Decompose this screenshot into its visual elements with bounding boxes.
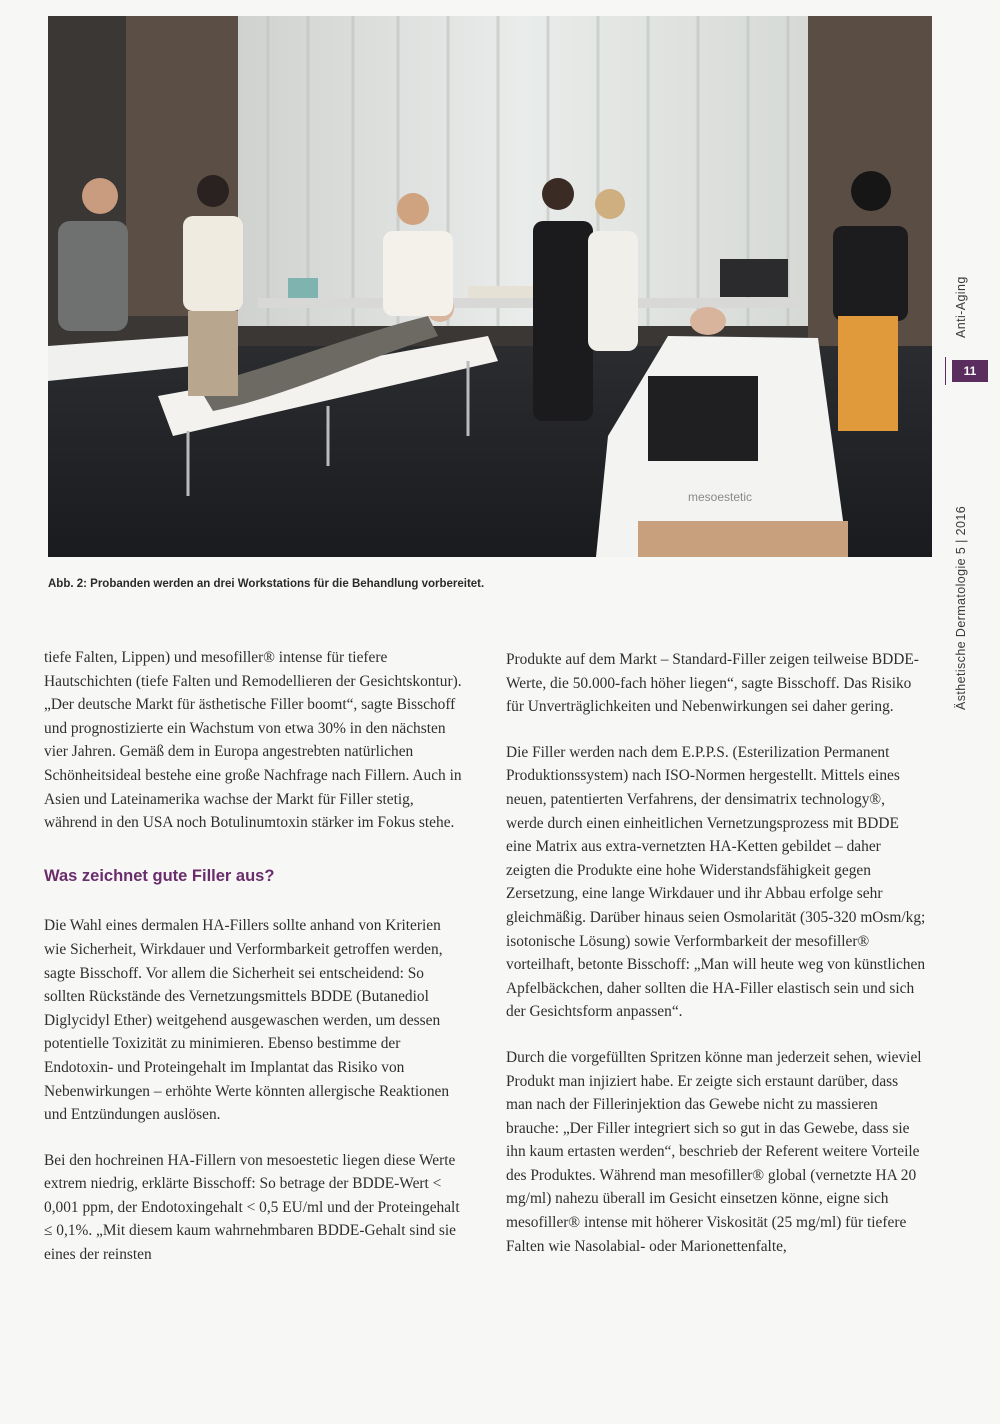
section-label: Anti-Aging: [954, 276, 968, 339]
right-paragraph-3: Durch die vorgefüllten Spritzen könne man jederzeit sehen, wieviel Produkt man injiziert habe. Er zeigte sich erstaunt darüber, dass man nach der Fillerinjektion das Gewebe nicht zu massieren brauche: „Der Filler integriert sich so gut in das Gewebe, dass sie ihn kaum ertasten werden“, beschrieb der Referent weitere Vorteile des Produktes. Während man mesofiller® global (vernetzte HA 20 mg/ml) nahezu überall im Gesicht einsetzen könne, eigne sich mesofiller® intense mit höherer Viskosität (25 mg/ml) für tiefere Falten wie Nasolabial- oder Marionettenfalte,: [506, 1048, 922, 1255]
left-column: [44, 646, 464, 1267]
figure-caption: Abb. 2: Probanden werden an drei Workstations für die Behandlung vorbereitet.: [48, 578, 485, 590]
left-paragraph-1: tiefe Falten, Lippen) und mesofiller® intense für tiefere Hautschichten (tiefe Falten und Remodellieren der Gesichtskontur). „Der deutsche Markt für ästhetische Filler boomt“, sagte Bisschoff und prognostizierte ein Wachstum von etwa 30% in den nächsten vier Jahren. Gemäß dem in Europa angestrebten natürlichen Schönheitsideal bestehe eine große Nachfrage nach Fillern. Auch in Asien und Lateinamerika wachse der Markt für Filler stetig, während in den USA noch Botulinumtoxin stärker im Fokus stehe.: [44, 649, 462, 832]
running-head: [946, 250, 976, 710]
page-number: 11: [952, 360, 988, 382]
right-column: [506, 648, 926, 1258]
journal-label: Ästhetische Dermatologie 5 | 2016: [954, 505, 968, 710]
left-paragraph-2: Die Wahl eines dermalen HA-Fillers sollte anhand von Kriterien wie Sicherheit, Wirkdauer und Verformbarkeit getroffen werden, sagte Bisschoff. Vor allem die Sicherheit sei entscheidend: So sollten Rückstände des Vernetzungsmittels BDDE (Butanediol Diglycidyl Ether) weitgehend ausgewaschen werden, um dessen potentielle Toxizität zu minimieren. Ebenso bestimme der Endotoxin- und Proteingehalt im Implantat das Risiko von Nebenwirkungen – erhöhte Werte könnten allergische Reaktionen und Entzündungen auslösen.: [44, 917, 450, 1124]
bed-brand-label: mesoestetic: [688, 490, 753, 504]
section-heading: Was zeichnet gute Filler aus?: [44, 866, 275, 885]
workshop-photo: [48, 16, 932, 557]
workshop-photo-illustration: [48, 16, 932, 557]
right-paragraph-1: Produkte auf dem Markt – Standard-Filler zeigen teilweise BDDE-Werte, die 50.000-fach höher liegen“, sagte Bisschoff. Das Risiko für Unverträglichkeiten und Nebenwirkungen sei daher gering.: [506, 651, 919, 716]
page-badge-rule: [945, 357, 946, 385]
right-paragraph-2: Die Filler werden nach dem E.P.P.S. (Esterilization Permanent Produktionssystem) nach ISO-Normen hergestellt. Mittels eines neuen, patentierten Verfahrens, der densimatrix technology®, werde durch einen einheitlichen Vernetzungsprozess mit BDDE eine Matrix aus extra-vernetzten HA-Ketten gebildet – daher zeigten die Produkte eine hohe Widerstandsfähigkeit gegen Zersetzung, eine lange Wirkdauer und ihr Abbau erfolge sehr gleichmäßig. Darüber hinaus seien Osmolarität (305-320 mOsm/kg; isotonische Lösung) sowie Verformbarkeit der mesofiller® vorteilhaft, betonte Bisschoff: „Man will heute weg von künstlichen Apfelbäckchen, daher sollten die HA-Filler elastisch sein und sich der Gesichtsform anpassen“.: [506, 743, 926, 1021]
left-paragraph-3: Bei den hochreinen HA-Fillern von mesoestetic liegen diese Werte extrem niedrig, erklärte Bisschoff: So betrage der BDDE-Wert < 0,001 ppm, der Endotoxingehalt < 0,5 EU/ml und der Proteingehalt ≤ 0,1%. „Mit diesem kaum wahrnehmbaren BDDE-Gehalt sind sie eines der reinsten: [44, 1151, 460, 1264]
